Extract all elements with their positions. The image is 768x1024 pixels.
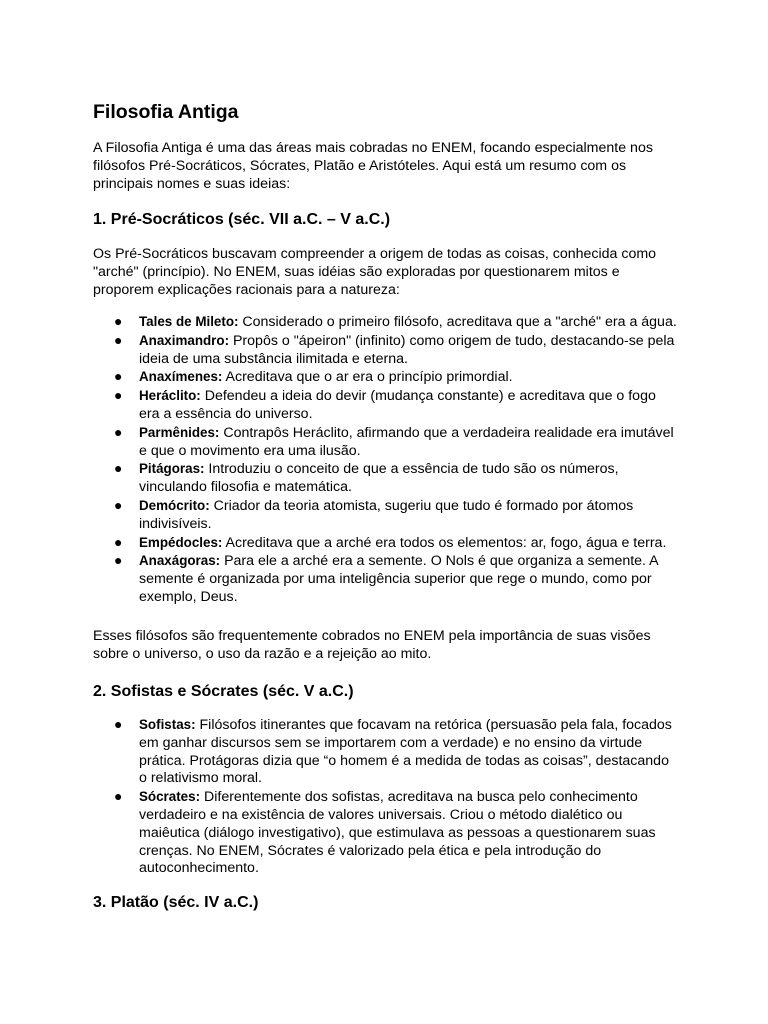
- list-item-text: Considerado o primeiro filósofo, acreditava que a "arché" era a água.: [238, 314, 677, 330]
- page-title: Filosofia Antiga: [93, 101, 239, 123]
- bullet-icon: ●: [114, 552, 123, 569]
- section-heading-sofistas-socrates: 2. Sofistas e Sócrates (séc. V a.C.): [93, 683, 354, 700]
- list-item: [93, 788, 678, 878]
- bullet-icon: ●: [114, 368, 123, 385]
- list-item-text: Acreditava que a arché era todos os elementos: ar, fogo, água e terra.: [222, 534, 667, 551]
- list-item-text: Introduziu o conceito de que a essência de tudo são os números, vinculando filosofia e matemática.: [139, 461, 619, 496]
- section-outro-pre-socraticos: Esses filósofos são frequentemente cobrados no ENEM pela importância de suas visões sobre o universo, o uso da razão e a rejeição ao mito.: [93, 628, 651, 662]
- list-item: [93, 552, 678, 606]
- pre-socraticos-list: [93, 313, 678, 607]
- list-item: [93, 332, 678, 369]
- list-item-term: Empédocles:: [139, 534, 223, 550]
- list-item-text: Diferentemente dos sofistas, acreditava na busca pelo conhecimento verdadeiro e na existência de valores universais. Criou o método dialético ou maiêutica (diálogo investigativo), que estimulava as pessoas a questionarem suas crenças. No ENEM, Sócrates é valorizado pela ética e pela introdução do autoconhecimento.: [139, 789, 656, 877]
- list-item-term: Pitágoras:: [139, 461, 205, 477]
- section-intro-pre-socraticos: Os Pré-Socráticos buscavam compreender a origem de todas as coisas, conhecida como "arché" (princípio). No ENEM, suas idéias são exploradas por questionarem mitos e proporem explicações racionais para a natureza:: [93, 246, 657, 298]
- list-item-text: Contrapôs Heráclito, afirmando que a verdadeira realidade era imutável e que o movimento era uma ilusão.: [139, 424, 674, 459]
- list-item: [93, 424, 678, 461]
- list-item: [93, 716, 678, 788]
- list-item-text: Acreditava que o ar era o princípio primordial.: [222, 369, 513, 386]
- sofistas-socrates-list: [93, 716, 678, 878]
- list-item: [93, 387, 678, 424]
- list-item-term: Sofistas:: [139, 717, 196, 732]
- list-item-text: Filósofos itinerantes que focavam na retórica (persuasão pela fala, focados em ganhar discursos sem se importarem com a verdade) e no ensino da virtude prática. Protágoras dizia que “o homem é a medida de todas as coisas”, destacando o relativismo moral.: [139, 717, 672, 787]
- list-item-term: Parmênides:: [139, 424, 220, 440]
- list-item-text: Criador da teoria atomista, sugeriu que tudo é formado por átomos indivisíveis.: [139, 497, 634, 532]
- intro-paragraph: A Filosofia Antiga é uma das áreas mais cobradas no ENEM, focando especialmente nos filósofos Pré-Socráticos, Sócrates, Platão e Aristóteles. Aqui está um resumo com os principais nomes e suas ideias:: [93, 140, 653, 192]
- bullet-icon: ●: [114, 313, 123, 329]
- bullet-icon: ●: [114, 460, 123, 477]
- list-item-term: Anaxímenes:: [139, 369, 223, 385]
- list-item-text: Defendeu a ideia do devir (mudança constante) e acreditava que o fogo era a essência do universo.: [139, 388, 656, 422]
- list-item-text: Propôs o "ápeiron" (infinito) como origem de tudo, destacando-se pela ideia de uma substância ilimitada e eterna.: [139, 332, 675, 367]
- section-heading-platao: 3. Platão (séc. IV a.C.): [93, 894, 259, 911]
- list-item-term: Anaximandro:: [139, 332, 230, 348]
- list-item: [93, 368, 678, 387]
- list-item-term: Sócrates:: [139, 789, 201, 805]
- bullet-icon: ●: [114, 387, 123, 404]
- list-item-term: Tales de Mileto:: [139, 314, 239, 329]
- list-item-term: Demócrito:: [139, 497, 210, 513]
- list-item: [93, 534, 678, 553]
- list-item-term: Heráclito:: [139, 388, 201, 404]
- bullet-icon: ●: [114, 788, 123, 805]
- bullet-icon: ●: [114, 331, 123, 348]
- bullet-icon: ●: [114, 496, 123, 513]
- list-item: [93, 460, 678, 497]
- bullet-icon: ●: [114, 533, 123, 550]
- bullet-icon: ●: [114, 423, 123, 440]
- list-item: [93, 313, 678, 332]
- section-heading-pre-socraticos: 1. Pré-Socráticos (séc. VII a.C. – V a.C.): [93, 211, 391, 228]
- list-item-term: Anaxágoras:: [139, 553, 221, 569]
- list-item-text: Para ele a arché era a semente. O Nols é que organiza a semente. A semente é organizada por uma inteligência superior que rege o mundo, como por exemplo, Deus.: [139, 553, 658, 605]
- bullet-icon: ●: [114, 716, 123, 732]
- list-item: [93, 497, 678, 534]
